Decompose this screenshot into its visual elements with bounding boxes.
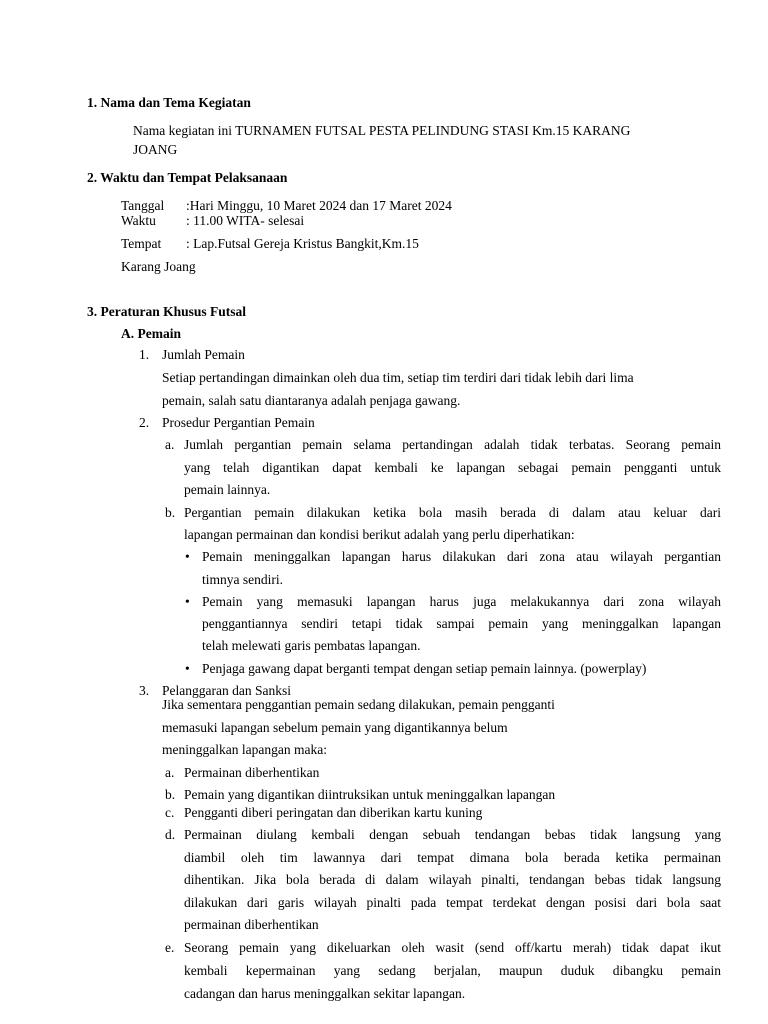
item-3d-text-line: diambil oleh tim lawannya dari tempat dimana bola berada ketika permainan (184, 850, 721, 865)
item-2a-marker: a. (165, 437, 175, 452)
item-2b-text-line: Pergantian pemain dilakukan ketika bola masih berada di dalam atau keluar dari (184, 505, 721, 520)
item-2a-text-line: yang telah digantikan dapat kembali ke lapangan sebagai pemain pengganti untuk (184, 460, 721, 475)
item-3-title: Pelanggaran dan Sanksi (162, 683, 291, 698)
item-3a-marker: a. (165, 765, 175, 780)
section-1-heading: 1. Nama dan Tema Kegiatan (87, 95, 251, 110)
item-2-title: Prosedur Pergantian Pemain (162, 415, 315, 430)
bullet-item: • Pemain yang memasuki lapangan harus juga melakukannya dari zona wilayah (202, 593, 721, 611)
item-2b-text-line: lapangan permainan dan kondisi berikut adalah yang perlu diperhatikan: (184, 527, 575, 542)
item-1-title: Jumlah Pemain (162, 347, 245, 362)
item-3e-text-line: cadangan dan harus meninggalkan sekitar lapangan. (184, 986, 466, 1001)
item-3-text-line: memasuki lapangan sebelum pemain yang digantikannya belum (162, 720, 508, 735)
item-3b-marker: b. (165, 787, 176, 802)
item-1-text-line: Setiap pertandingan dimainkan oleh dua tim, setiap tim terdiri dari tidak lebih dari lima (162, 370, 634, 385)
tanggal-label: Tanggal (121, 198, 165, 213)
tanggal-value: :Hari Minggu, 10 Maret 2024 dan 17 Maret 2024 (186, 198, 452, 213)
item-3e-text-line: kembali kepermainan yang sedang berjalan, maupun duduk dibangku pemain (184, 963, 721, 978)
item-3c-text: Pengganti diberi peringatan dan diberikan kartu kuning (184, 805, 483, 820)
section-2-heading: 2. Waktu dan Tempat Pelaksanaan (87, 170, 288, 185)
tempat-continuation: Karang Joang (121, 259, 196, 274)
item-3d-text-line: Permainan diulang kembali dengan sebuah tendangan bebas tidak langsung yang (184, 827, 721, 842)
item-2-number: 2. (139, 415, 150, 430)
bullet-item: • Pemain meninggalkan lapangan harus dilakukan dari zona atau wilayah pergantian (202, 548, 721, 566)
item-1-number: 1. (139, 347, 150, 362)
waktu-value: : 11.00 WITA- selesai (186, 213, 305, 228)
item-3e-text-line: Seorang pemain yang dikeluarkan oleh wasit (send off/kartu merah) tidak dapat ikut (184, 940, 721, 955)
item-3a-text: Permainan diberhentikan (184, 765, 320, 780)
bullet-item-continuation: timnya sendiri. (202, 572, 283, 587)
item-3e-marker: e. (165, 940, 175, 955)
section-3-heading: 3. Peraturan Khusus Futsal (87, 304, 247, 319)
item-3c-marker: c. (165, 805, 175, 820)
item-2a-text-line: Jumlah pergantian pemain selama pertandingan adalah tidak terbatas. Seorang pemain (184, 437, 721, 452)
item-3-text-line: meninggalkan lapangan maka: (162, 742, 327, 757)
bullet-item-continuation: telah melewati garis pembatas lapangan. (202, 638, 421, 653)
section-1-line-2: JOANG (133, 142, 178, 157)
item-1-text-line: pemain, salah satu diantaranya adalah penjaga gawang. (162, 393, 461, 408)
item-2b-marker: b. (165, 505, 176, 520)
item-3d-text-line: permainan diberhentikan (184, 917, 319, 932)
tempat-value: : Lap.Futsal Gereja Kristus Bangkit,Km.15 (186, 236, 419, 251)
bullet-item-continuation: penggantiannya sendiri tetapi tidak sampai pemain yang meninggalkan lapangan (202, 616, 721, 631)
item-3d-marker: d. (165, 827, 176, 842)
item-3d-text-line: dilakukan dari garis wilayah pinalti pada tempat terdekat dengan posisi dari bola saat (184, 895, 721, 910)
item-3-text-line: Jika sementara penggantian pemain sedang dilakukan, pemain pengganti (162, 697, 555, 712)
item-3b-text: Pemain yang digantikan diintruksikan untuk meninggalkan lapangan (184, 787, 556, 802)
section-1-line-1: Nama kegiatan ini TURNAMEN FUTSAL PESTA PELINDUNG STASI Km.15 KARANG (133, 123, 631, 138)
subsection-a-heading: A. Pemain (121, 326, 181, 341)
item-3d-text-line: dihentikan. Jika bola berada di dalam wilayah pinalti, tendangan bebas tidak langsung (184, 872, 721, 887)
item-2a-text-line: pemain lainnya. (184, 482, 271, 497)
item-3-number: 3. (139, 683, 150, 698)
bullet-item: • Penjaga gawang dapat berganti tempat dengan setiap pemain lainnya. (powerplay) (202, 660, 646, 678)
waktu-label: Waktu (121, 213, 156, 228)
tempat-label: Tempat (121, 236, 162, 251)
